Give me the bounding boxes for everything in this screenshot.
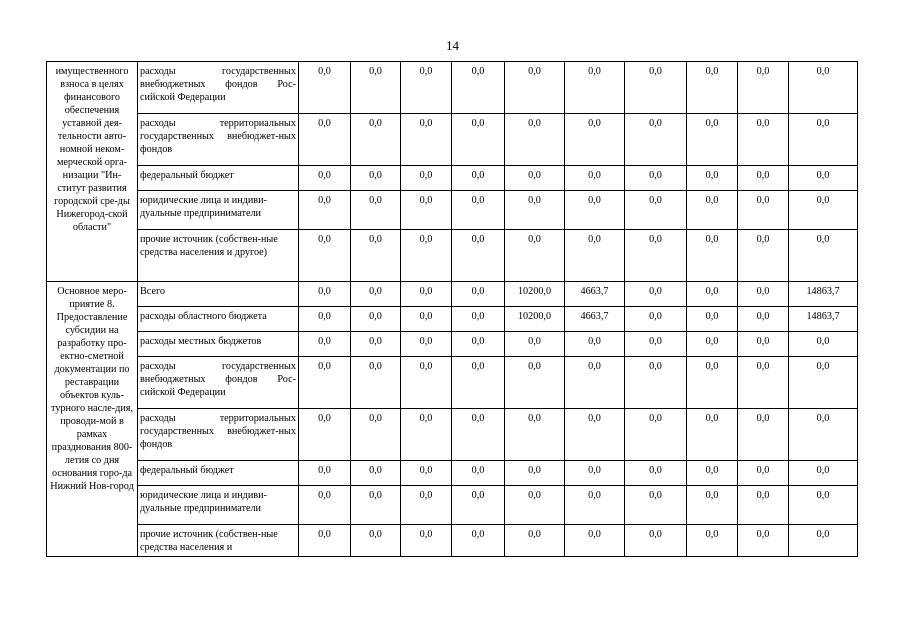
value-cell: 0,0 xyxy=(789,191,858,230)
value-cell: 0,0 xyxy=(625,525,687,557)
value-cell: 0,0 xyxy=(505,461,565,486)
value-cell: 0,0 xyxy=(401,62,452,114)
value-cell: 0,0 xyxy=(401,461,452,486)
measure-name-cell: Основное меро-приятие 8. Предоставление субсидии на разработку про-ектно-сметной документации по реставрации объектов куль-турного насле-дия, проводи-мой в рамках празднования 800-летия со дня основания горо-да Нижний Нов-город xyxy=(47,282,138,557)
value-cell: 0,0 xyxy=(351,332,401,357)
value-cell: 0,0 xyxy=(565,357,625,409)
value-cell: 0,0 xyxy=(625,307,687,332)
value-cell: 0,0 xyxy=(351,62,401,114)
value-cell: 0,0 xyxy=(351,307,401,332)
value-cell: 0,0 xyxy=(452,307,505,332)
funding-source-cell: расходы государственных внебюджетных фондов Рос-сийской Федерации xyxy=(138,62,299,114)
value-cell: 0,0 xyxy=(452,525,505,557)
value-cell: 0,0 xyxy=(565,409,625,461)
table-row xyxy=(47,357,858,409)
value-cell: 0,0 xyxy=(401,166,452,191)
value-cell: 0,0 xyxy=(351,282,401,307)
value-cell: 0,0 xyxy=(687,230,738,282)
value-cell: 0,0 xyxy=(299,166,351,191)
value-cell: 0,0 xyxy=(738,114,789,166)
table-row xyxy=(47,486,858,525)
funding-source-cell: расходы территориальных государственных внебюджет-ных фондов xyxy=(138,409,299,461)
value-cell: 0,0 xyxy=(299,525,351,557)
value-cell: 0,0 xyxy=(452,166,505,191)
value-cell: 0,0 xyxy=(565,62,625,114)
value-cell: 0,0 xyxy=(299,230,351,282)
value-cell: 0,0 xyxy=(452,461,505,486)
value-cell: 4663,7 xyxy=(565,282,625,307)
value-cell: 10200,0 xyxy=(505,282,565,307)
funding-source-cell: расходы государственных внебюджетных фондов Рос-сийской Федерации xyxy=(138,357,299,409)
value-cell: 0,0 xyxy=(505,62,565,114)
value-cell: 0,0 xyxy=(505,525,565,557)
funding-source-cell: федеральный бюджет xyxy=(138,166,299,191)
value-cell: 0,0 xyxy=(789,166,858,191)
value-cell: 0,0 xyxy=(401,191,452,230)
value-cell: 0,0 xyxy=(299,114,351,166)
value-cell: 0,0 xyxy=(401,114,452,166)
value-cell: 0,0 xyxy=(299,332,351,357)
value-cell: 0,0 xyxy=(401,357,452,409)
value-cell: 0,0 xyxy=(505,357,565,409)
value-cell: 0,0 xyxy=(299,62,351,114)
funding-source-cell: расходы территориальных государственных внебюджет-ных фондов xyxy=(138,114,299,166)
value-cell: 0,0 xyxy=(625,114,687,166)
table-row xyxy=(47,282,858,307)
value-cell: 0,0 xyxy=(299,191,351,230)
value-cell: 0,0 xyxy=(401,525,452,557)
funding-source-cell: федеральный бюджет xyxy=(138,461,299,486)
value-cell: 0,0 xyxy=(351,409,401,461)
funding-source-cell: прочие источник (собствен-ные средства населения и xyxy=(138,525,299,557)
value-cell: 0,0 xyxy=(738,486,789,525)
value-cell: 0,0 xyxy=(505,230,565,282)
value-cell: 0,0 xyxy=(738,166,789,191)
value-cell: 0,0 xyxy=(505,114,565,166)
table-row xyxy=(47,62,858,114)
value-cell: 0,0 xyxy=(625,461,687,486)
funding-source-cell: расходы местных бюджетов xyxy=(138,332,299,357)
value-cell: 14863,7 xyxy=(789,282,858,307)
table-row xyxy=(47,525,858,557)
value-cell: 0,0 xyxy=(738,357,789,409)
value-cell: 0,0 xyxy=(687,525,738,557)
value-cell: 0,0 xyxy=(299,461,351,486)
funding-source-cell: юридические лица и индиви-дуальные предприниматели xyxy=(138,191,299,230)
value-cell: 0,0 xyxy=(299,486,351,525)
value-cell: 10200,0 xyxy=(505,307,565,332)
value-cell: 0,0 xyxy=(565,461,625,486)
value-cell: 0,0 xyxy=(789,230,858,282)
value-cell: 0,0 xyxy=(687,409,738,461)
value-cell: 0,0 xyxy=(505,166,565,191)
value-cell: 0,0 xyxy=(687,114,738,166)
value-cell: 0,0 xyxy=(687,357,738,409)
value-cell: 0,0 xyxy=(789,114,858,166)
value-cell: 0,0 xyxy=(565,332,625,357)
value-cell: 0,0 xyxy=(401,486,452,525)
value-cell: 0,0 xyxy=(351,114,401,166)
value-cell: 0,0 xyxy=(789,461,858,486)
value-cell: 0,0 xyxy=(625,486,687,525)
value-cell: 0,0 xyxy=(351,525,401,557)
value-cell: 0,0 xyxy=(452,230,505,282)
value-cell: 0,0 xyxy=(299,357,351,409)
table-row xyxy=(47,166,858,191)
value-cell: 0,0 xyxy=(565,486,625,525)
value-cell: 0,0 xyxy=(789,525,858,557)
value-cell: 0,0 xyxy=(565,230,625,282)
value-cell: 0,0 xyxy=(505,191,565,230)
measure-name-cell: имущественного взноса в целях финансового обеспечения уставной дея-тельности авто-номной неком-мерческой орга-низации "Ин-ститут развития городской сре-ды Нижегород-ской области" xyxy=(47,62,138,282)
table-row xyxy=(47,461,858,486)
value-cell: 0,0 xyxy=(401,230,452,282)
value-cell: 0,0 xyxy=(565,114,625,166)
value-cell: 0,0 xyxy=(738,461,789,486)
value-cell: 0,0 xyxy=(565,191,625,230)
value-cell: 0,0 xyxy=(401,409,452,461)
value-cell: 0,0 xyxy=(351,166,401,191)
table-body xyxy=(47,62,858,557)
value-cell: 0,0 xyxy=(505,332,565,357)
value-cell: 0,0 xyxy=(738,409,789,461)
value-cell: 0,0 xyxy=(687,62,738,114)
value-cell: 0,0 xyxy=(401,282,452,307)
value-cell: 0,0 xyxy=(351,461,401,486)
value-cell: 0,0 xyxy=(738,191,789,230)
value-cell: 0,0 xyxy=(625,409,687,461)
value-cell: 0,0 xyxy=(299,282,351,307)
value-cell: 0,0 xyxy=(452,357,505,409)
value-cell: 0,0 xyxy=(625,357,687,409)
value-cell: 0,0 xyxy=(351,191,401,230)
value-cell: 0,0 xyxy=(452,486,505,525)
value-cell: 0,0 xyxy=(565,166,625,191)
funding-source-cell: прочие источник (собствен-ные средства населения и другое) xyxy=(138,230,299,282)
funding-source-cell: юридические лица и индиви-дуальные предприниматели xyxy=(138,486,299,525)
value-cell: 0,0 xyxy=(625,332,687,357)
value-cell: 0,0 xyxy=(687,191,738,230)
value-cell: 0,0 xyxy=(299,307,351,332)
value-cell: 0,0 xyxy=(687,166,738,191)
value-cell: 0,0 xyxy=(299,409,351,461)
value-cell: 0,0 xyxy=(625,282,687,307)
value-cell: 0,0 xyxy=(738,307,789,332)
value-cell: 0,0 xyxy=(351,486,401,525)
funding-source-cell: Всего xyxy=(138,282,299,307)
value-cell: 0,0 xyxy=(625,62,687,114)
value-cell: 0,0 xyxy=(789,62,858,114)
page-number: 14 xyxy=(446,38,459,53)
value-cell: 0,0 xyxy=(351,230,401,282)
value-cell: 0,0 xyxy=(625,191,687,230)
table-row xyxy=(47,230,858,282)
value-cell: 0,0 xyxy=(738,282,789,307)
value-cell: 0,0 xyxy=(452,62,505,114)
value-cell: 0,0 xyxy=(452,191,505,230)
table-row xyxy=(47,409,858,461)
value-cell: 0,0 xyxy=(687,332,738,357)
value-cell: 0,0 xyxy=(505,486,565,525)
value-cell: 4663,7 xyxy=(565,307,625,332)
value-cell: 0,0 xyxy=(505,409,565,461)
value-cell: 0,0 xyxy=(401,307,452,332)
value-cell: 0,0 xyxy=(452,409,505,461)
table-row xyxy=(47,114,858,166)
budget-table xyxy=(46,61,858,557)
value-cell: 0,0 xyxy=(401,332,452,357)
value-cell: 0,0 xyxy=(738,525,789,557)
value-cell: 14863,7 xyxy=(789,307,858,332)
value-cell: 0,0 xyxy=(789,409,858,461)
value-cell: 0,0 xyxy=(738,332,789,357)
value-cell: 0,0 xyxy=(789,332,858,357)
value-cell: 0,0 xyxy=(625,230,687,282)
value-cell: 0,0 xyxy=(452,114,505,166)
value-cell: 0,0 xyxy=(452,332,505,357)
value-cell: 0,0 xyxy=(452,282,505,307)
value-cell: 0,0 xyxy=(625,166,687,191)
table-row xyxy=(47,307,858,332)
value-cell: 0,0 xyxy=(687,461,738,486)
table-row xyxy=(47,332,858,357)
value-cell: 0,0 xyxy=(738,230,789,282)
value-cell: 0,0 xyxy=(789,357,858,409)
value-cell: 0,0 xyxy=(687,282,738,307)
value-cell: 0,0 xyxy=(789,486,858,525)
funding-source-cell: расходы областного бюджета xyxy=(138,307,299,332)
value-cell: 0,0 xyxy=(565,525,625,557)
table-row xyxy=(47,191,858,230)
value-cell: 0,0 xyxy=(687,486,738,525)
value-cell: 0,0 xyxy=(687,307,738,332)
value-cell: 0,0 xyxy=(738,62,789,114)
value-cell: 0,0 xyxy=(351,357,401,409)
